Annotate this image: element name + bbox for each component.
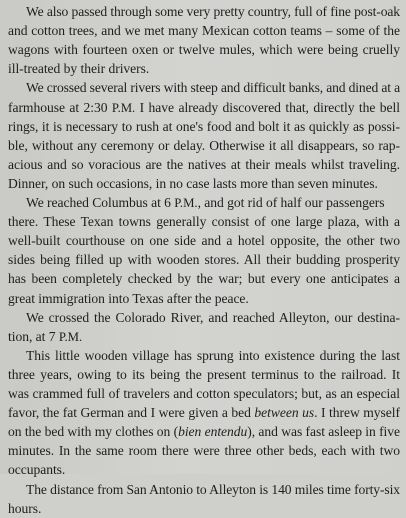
text-line: Dinner, on such occasions, in no case lasts more than seven minutes. [8,175,378,191]
text-line: on the bed with my clothes on (bien entendu), and was fast asleep in five [8,424,401,440]
text-line: We reached Columbus at 6 P.M., and got rid of half our passengers [26,195,385,210]
text-line: minutes. In the same room there were three other beds, each with two [8,443,400,459]
text-line: there. These Texan towns generally consist of one large plaza, with a [8,214,400,230]
text-line: has been completely checked by the war; but every one anticipates a [8,271,400,287]
text-line: rings, it is necessary to rush at one's food and bolt it as quickly as possi- [8,118,400,134]
text-line: This little wooden village has sprung into existence during the last [26,347,400,363]
text-line: well-built courthouse on one side and a hotel opposite, the other two [8,233,400,249]
text-line: ble, without any ceremony or delay. Otherwise it all disappears, so rap- [8,137,400,153]
text-line: We crossed the Colorado River, and reached Alleyton, our destina- [26,309,400,325]
text-line: favor, the fat German and I were given a bed between us. I threw myself [8,405,400,421]
text-line: three years, owing to its being the present terminus to the railroad. It [8,366,400,382]
text-line: The distance from San Antonio to Alleyton is 140 miles time forty-six [26,481,400,497]
text-line: tion, at 7 P.M. [8,328,83,344]
text-line: acious and so voracious are the natives at their meals whilst traveling. [8,156,400,172]
text-line: wagons with fourteen oxen or twelve mules, which were being cruelly [8,42,400,58]
text-line: ill-treated by their drivers. [8,61,150,77]
text-line: and cotton trees, and we met many Mexican cotton teams – some of the [8,23,400,39]
text-line: farmhouse at 2:30 P.M. I have already discovered that, directly the bell [8,99,400,115]
text-line: We also passed through some very pretty country, full of fine post-oak [26,4,400,19]
text-line: We crossed several rivers with steep and difficult banks, and dined at a [26,80,400,96]
text-line: hours. [8,500,42,516]
text-line: occupants. [8,462,66,478]
text-line: great immigration into Texas after the peace. [8,290,249,306]
text-line: was crammed full of travelers and cotton speculators; but, as an especial [8,386,400,401]
text-line: sides being filled up with wooden stores. All their budding prosperity [8,252,400,268]
